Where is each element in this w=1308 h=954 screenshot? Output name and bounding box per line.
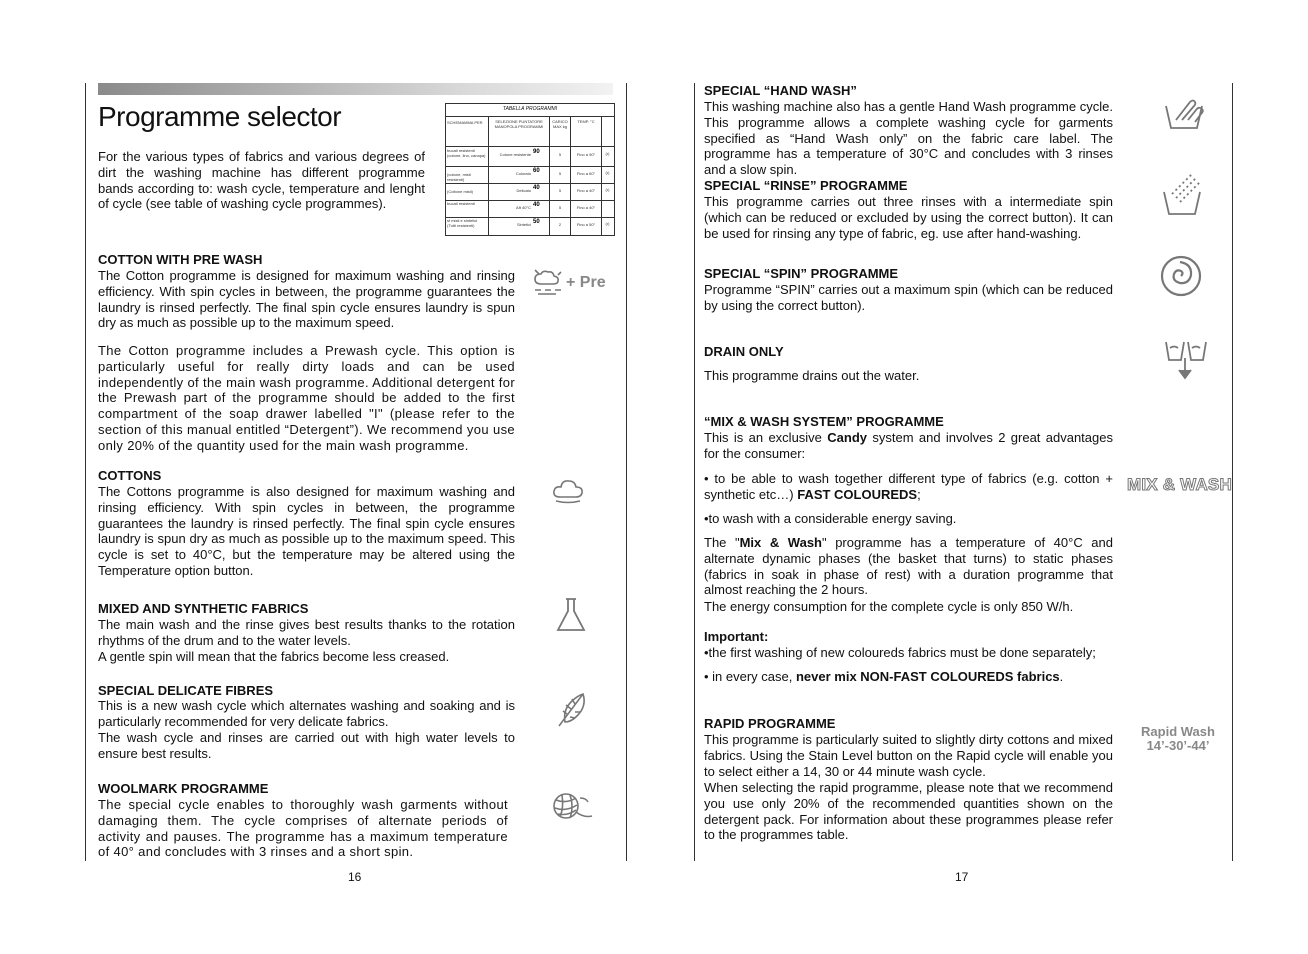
left-margin-rule [85, 83, 86, 861]
section-heading: DRAIN ONLY [704, 344, 784, 359]
table-cell: 5 [558, 171, 562, 176]
mix-wash-logo: MIX & WASH [1127, 475, 1232, 494]
table-cell: 60 [533, 168, 540, 174]
drain-icon [1163, 336, 1209, 384]
table-cell: Cotone resistente [499, 152, 531, 157]
rinse-icon [1160, 172, 1206, 218]
cotton-icon [551, 475, 585, 505]
section-heading: WOOLMARK PROGRAMME [98, 781, 269, 796]
table-cell: Fino a 60° [576, 171, 596, 176]
table-cell: 2 [558, 222, 562, 227]
section-text: The special cycle enables to thoroughly wash garments without damaging them. The cycle comprises of alternate periods of activity and pauses. The programme has a maximum temperature of 40° and concludes with 3 rinses and a short spin. [98, 797, 508, 860]
table-caption: TABELLA PROGRAMMI [502, 106, 558, 112]
important-heading: Important: [704, 629, 769, 644]
page-title: Programme selector [98, 101, 342, 132]
section-heading: RAPID PROGRAMME [704, 716, 836, 731]
header-gradient-bar [98, 83, 613, 95]
table-cell: Colorato [515, 171, 531, 176]
section-text: This programme carries out three rinses with a intermediate spin (which can be reduced or excluded by using the correct button). It can be used for rinsing any type of fabric, eg. use after hand-washing. [704, 194, 1113, 241]
section-heading: SPECIAL DELICATE FIBRES [98, 683, 274, 698]
section-text: This programme is particularly suited to slightly dirty cottons and mixed fabrics. Using the Stain Level button on the Rapid cycle will enable you to select either a 14, 30 or 44 minute wash cycle. [704, 732, 1113, 779]
section-text: The Cotton programme includes a Prewash cycle. This option is particularly useful for really dirty loads and can be used independently of the main wash programme. Additional detergent for the Prewash part of the programme should be added to the first compartment of the soap drawer labelled "I" (please refer to the section of this manual entitled “Detergent”). We recommend you use only 20% of the quantity used for the main wash programme. [98, 343, 515, 453]
table-cell: (•) [605, 151, 610, 156]
section-text: This washing machine also has a gentle Hand Wash programme cycle. This programme allows a complete washing cycle for garments specified as “Hand Wash only” on the fabric care label. The programme has a temperature of 30°C and concludes with 3 rinses and a slow spin. [704, 99, 1113, 178]
right-margin-rule [1232, 83, 1233, 861]
section-text: The Cotton programme is designed for maximum washing and rinsing efficiency. With spin cycles in between, the programme guarantees the laundry is rinsed perfectly. The final spin cycle ensures laundry is spun dry as much as possible up to the maximum speed. [98, 268, 515, 331]
table-cell: (cotone, misti resistenti) [447, 172, 471, 182]
section-text: The Cottons programme is also designed for maximum washing and rinsing efficiency. With spin cycles in between, the programme guarantees the laundry is rinsed perfectly. The final spin cycle ensures laundry is spun dry as much as possible up to the maximum speed. This cycle is set to 40°C, but the temperature may be altered using the Temperature option button. [98, 484, 515, 578]
prewash-label: + Pre [566, 274, 606, 291]
wool-ball-icon [550, 788, 594, 828]
table-cell: (Cottone misti) [447, 189, 474, 194]
table-cell: (•) [605, 170, 610, 175]
table-cell: Aft 40°C [516, 205, 531, 210]
table-cell: 40 [533, 185, 540, 191]
feather-icon [555, 690, 589, 728]
table-header: SELEZIONE PUNTATORE MANOPOLA PROGRAMMI [494, 119, 544, 129]
section-text: A gentle spin will mean that the fabrics become less creased. [98, 649, 450, 664]
section-heading: MIXED AND SYNTHETIC FABRICS [98, 601, 309, 616]
table-cell: Fino a 40° [576, 188, 596, 193]
section-heading: COTTON WITH PRE WASH [98, 252, 263, 267]
spin-icon [1159, 254, 1203, 298]
table-cell: sf misti e sintetici [447, 218, 478, 223]
page-number-right: 17 [955, 870, 969, 884]
hand-wash-icon [1162, 90, 1208, 132]
right-page-left-rule [694, 83, 695, 861]
prewash-icon [531, 268, 565, 298]
section-heading: COTTONS [98, 468, 162, 483]
table-cell: 5 [558, 152, 562, 157]
table-cell: Fino a 40° [576, 205, 596, 210]
mix-wash-description: The "Mix & Wash" programme has a temperature of 40°C and alternate dynamic phases (the basket that turns) to static phases (fabrics in soak in phase of rest) with a duration programme that almost reaching the 2 hours. [704, 535, 1113, 598]
table-header: SCHEMAMMA PER [447, 120, 483, 125]
table-cell: Fino a 90° [576, 152, 596, 157]
section-text: Programme “SPIN” carries out a maximum spin (which can be reduced by using the correct button). [704, 282, 1113, 313]
intro-text: For the various types of fabrics and various degrees of dirt the washing machine has different programme bands according to: wash cycle, temperature and lenght of cycle (see table of washing cycle programmes). [98, 149, 425, 212]
table-header: CARICO MAX kg [552, 119, 568, 129]
section-text: The main wash and the rinse gives best results thanks to the rotation rhythms of the drum and to the water levels. [98, 617, 515, 648]
page-number-left: 16 [348, 870, 362, 884]
table-cell: (•) [605, 187, 610, 192]
rapid-wash-label: Rapid Wash 14’-30’-44’ [1141, 724, 1215, 753]
table-cell: 5 [558, 188, 562, 193]
table-cell: Fino a 50° [576, 222, 596, 227]
left-page-right-rule [626, 83, 627, 861]
programme-table [445, 103, 615, 236]
section-heading: SPECIAL “HAND WASH” [704, 83, 857, 98]
table-cell: Sintetici [516, 222, 531, 227]
section-heading: “MIX & WASH SYSTEM” PROGRAMME [704, 414, 944, 429]
table-cell: 5 [558, 205, 562, 210]
important-note: •the first washing of new coloureds fabrics must be done separately; [704, 645, 1096, 660]
table-cell: (cotone, lino, canapa) [447, 153, 486, 158]
flask-icon [555, 597, 587, 633]
table-cell: 90 [533, 149, 540, 155]
important-note: • in every case, never mix NON-FAST COLOUREDS fabrics. [704, 669, 1064, 684]
section-text: This programme drains out the water. [704, 368, 920, 383]
table-header: TEMP. °C [577, 119, 595, 124]
table-cell: bucati resistenti [447, 148, 475, 153]
section-text: When selecting the rapid programme, please note that we recommend you use only 20% of the recommended quantities shown on the detergent pack. For information about these programmes please refer to the programmes table. [704, 780, 1113, 843]
table-cell: 50 [533, 219, 540, 225]
table-cell: Delicato [516, 188, 531, 193]
table-cell: (•) [605, 221, 610, 226]
section-heading: SPECIAL “RINSE” PROGRAMME [704, 178, 908, 193]
mix-wash-bullet: • to be able to wash together different type of fabrics (e.g. cotton + synthetic etc…) FAST COLOUREDS; [704, 471, 1113, 502]
mix-wash-bullet: •to wash with a considerable energy saving. [704, 511, 957, 526]
table-cell: 40 [533, 202, 540, 208]
table-cell: bucati resistenti [447, 201, 475, 206]
table-cell: (Tutti resistenti) [447, 223, 475, 228]
section-heading: SPECIAL “SPIN” PROGRAMME [704, 266, 899, 281]
section-text: The wash cycle and rinses are carried out with high water levels to ensure best results. [98, 730, 515, 761]
mix-wash-intro: This is an exclusive Candy system and involves 2 great advantages for the consumer: [704, 430, 1113, 461]
mix-wash-energy: The energy consumption for the complete cycle is only 850 W/h. [704, 599, 1074, 614]
section-text: This is a new wash cycle which alternates washing and soaking and is particularly recommended for very delicate fabrics. [98, 698, 515, 729]
